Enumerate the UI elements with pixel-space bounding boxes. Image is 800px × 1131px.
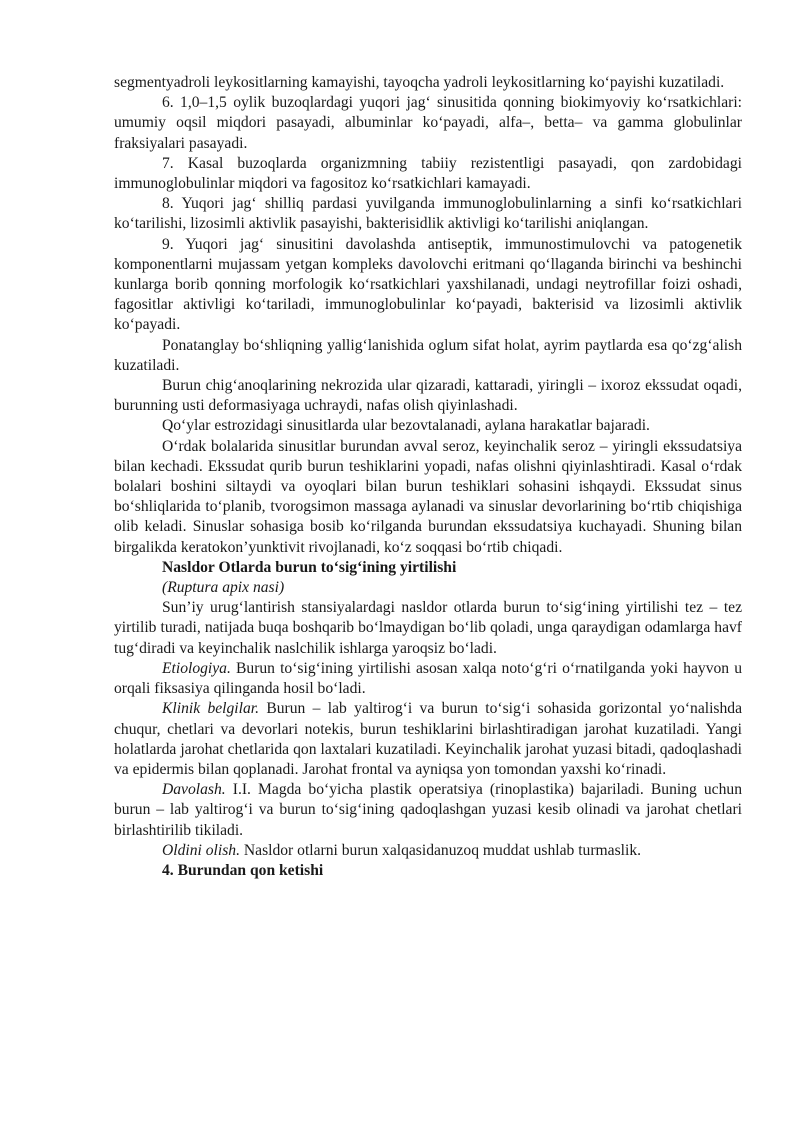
paragraph-davolash bbox=[114, 780, 742, 841]
paragraph-oldini bbox=[114, 841, 742, 861]
document-page bbox=[114, 73, 742, 881]
paragraph-item-7: 7. Kasal buzoqlarda organizmning tabiiy rezistentligi pasayadi, qon zardobidagi immunoglobulinlar miqdori va fagositoz koʻrsatkichlari kamayadi. bbox=[114, 154, 742, 193]
paragraph-item-8: 8. Yuqori jagʻ shilliq pardasi yuvilganda immunoglobulinlarning a sinfi koʻrsatkichlari koʻtarilishi, lizosimli aktivlik pasayishi, bakterisidlik aktivligi koʻtarilishi aniqlangan. bbox=[114, 195, 742, 233]
paragraph-qoylar: Qoʻylar estrozidagi sinusitlarda ular bezovtalanadi, aylana harakatlar bajaradi. bbox=[162, 417, 650, 435]
label-oldini: Oldini olish. bbox=[162, 841, 240, 859]
label-davolash: Davolash. bbox=[162, 781, 226, 799]
paragraph-etiologiya bbox=[114, 659, 742, 699]
text-davolash: I.I. Magda boʻyicha plastik operatsiya (rinoplastika) bajariladi. Buning uchun burun – lab yaltirogʻi va burun toʻsigʻining qadoqlashgan yuzasi kesib olinadi va jarohat chetlari birlashtirilib tikiladi. bbox=[114, 781, 742, 839]
paragraph-item-6: 6. 1,0–1,5 oylik buzoqlardagi yuqori jagʻ sinusitida qonning biokimyoviy koʻrsatkichlari: umumiy oqsil miqdori pasayadi, albuminlar koʻpayadi, alfa–, betta– va gamma globulinlar fraksiyalari pasayadi. bbox=[114, 94, 742, 152]
paragraph-item-9: 9. Yuqori jagʻ sinusitini davolashda antiseptik, immunostimulovchi va patogenetik komponentlarni mujassam yetgan kompleks davolovchi eritmani qoʻllaganda birinchi va beshinchi kunlarga borib qonning morfologik koʻrsatkichlari yaxshilanadi, undagi neytrofillar foizi oshadi, fagositlar aktivligi koʻtariladi, immunoglobulinlar koʻpayadi, bakterisid va lizosimli aktivlik koʻpayadi. bbox=[114, 235, 742, 334]
paragraph-ordak: Oʻrdak bolalarida sinusitlar burundan avval seroz, keyinchalik seroz – yiringli ekssudatsiya bilan kechadi. Ekssudat qurib burun teshiklarini yopadi, nafas olishni qiyinlashtiradi. Kasal oʻrdak bolalari boshini siltaydi va oyoqlari bilan burun teshiklari sohasini ishqaydi. Ekssudat sinus boʻshliqlarida toʻplanib, tvorogsimon massaga aylanadi va sinuslar devorlarining boʻrtib chiqishiga olib keladi. Sinuslar sohasiga bosib koʻrilganda burundan ekssudatsiya kuchayadi. Shuning bilan birgalikda keratokonʼyunktivit rivojlanadi, koʻz soqqasi boʻrtib chiqadi. bbox=[114, 437, 742, 556]
paragraph-burun-chiganoq: Burun chigʻanoqlarining nekrozida ular qizaradi, kattaradi, yiringli – ixoroz ekssudat oqadi, burunning usti deformasiyaga uchraydi, nafas olish qiyinlashadi. bbox=[114, 377, 742, 415]
paragraph-intro: Sunʼiy urugʻlantirish stansiyalardagi nasldor otlarda burun toʻsigʻining yirtilishi tez – tez yirtilib turadi, natijada buqa boshqarib boʻlmaydigan boʻlib qoladi, unga qaraydigan odamlarga havf tugʻdiradi va keyinchalik naslchilik ishlarga yaroqsiz boʻladi. bbox=[114, 599, 742, 657]
paragraph-klinik bbox=[114, 699, 742, 780]
text-klinik: Burun – lab yaltirogʻi va burun toʻsigʻi sohasida gorizontal yoʻnalishda chuqur, chetlari va devorlari notekis, burun teshiklarini birlashtiradigan jarohat kuzatiladi. Yangi holatlarda jarohat chetlarida qon laxtalari kuzatiladi. Keyinchalik jarohat yuzasi bitadi, qadoqlashadi va epidermis bilan qoplanadi. Jarohat frontal va ayniqsa yon tomondan yaxshi koʻrinadi. bbox=[114, 700, 742, 778]
section-subtitle: (Ruptura apix nasi) bbox=[162, 579, 285, 597]
label-etiologiya: Etiologiya. bbox=[162, 659, 231, 677]
text-oldini: Nasldor otlarni burun xalqasidanuzoq muddat ushlab turmaslik. bbox=[239, 841, 642, 859]
label-klinik: Klinik belgilar. bbox=[162, 700, 259, 718]
section-heading: Nasldor Otlarda burun toʻsigʻining yirtilishi bbox=[162, 558, 457, 576]
paragraph-continuation: segmentyadroli leykositlarning kamayishi, tayoqcha yadroli leykositlarning koʻpayishi kuzatiladi. bbox=[114, 74, 725, 91]
paragraph-ponatanglay: Ponatanglay boʻshliqning yalligʻlanishida oglum sifat holat, ayrim paytlarda esa qoʻzgʻalish kuzatiladi. bbox=[114, 336, 742, 374]
text-etiologiya: Burun toʻsigʻining yirtilishi asosan xalqa notoʻgʻri oʻrnatilganda yoki hayvon u orqali fiksasiya qilinganda hosil boʻladi. bbox=[114, 659, 742, 698]
next-section-heading: 4. Burundan qon ketishi bbox=[162, 861, 324, 879]
